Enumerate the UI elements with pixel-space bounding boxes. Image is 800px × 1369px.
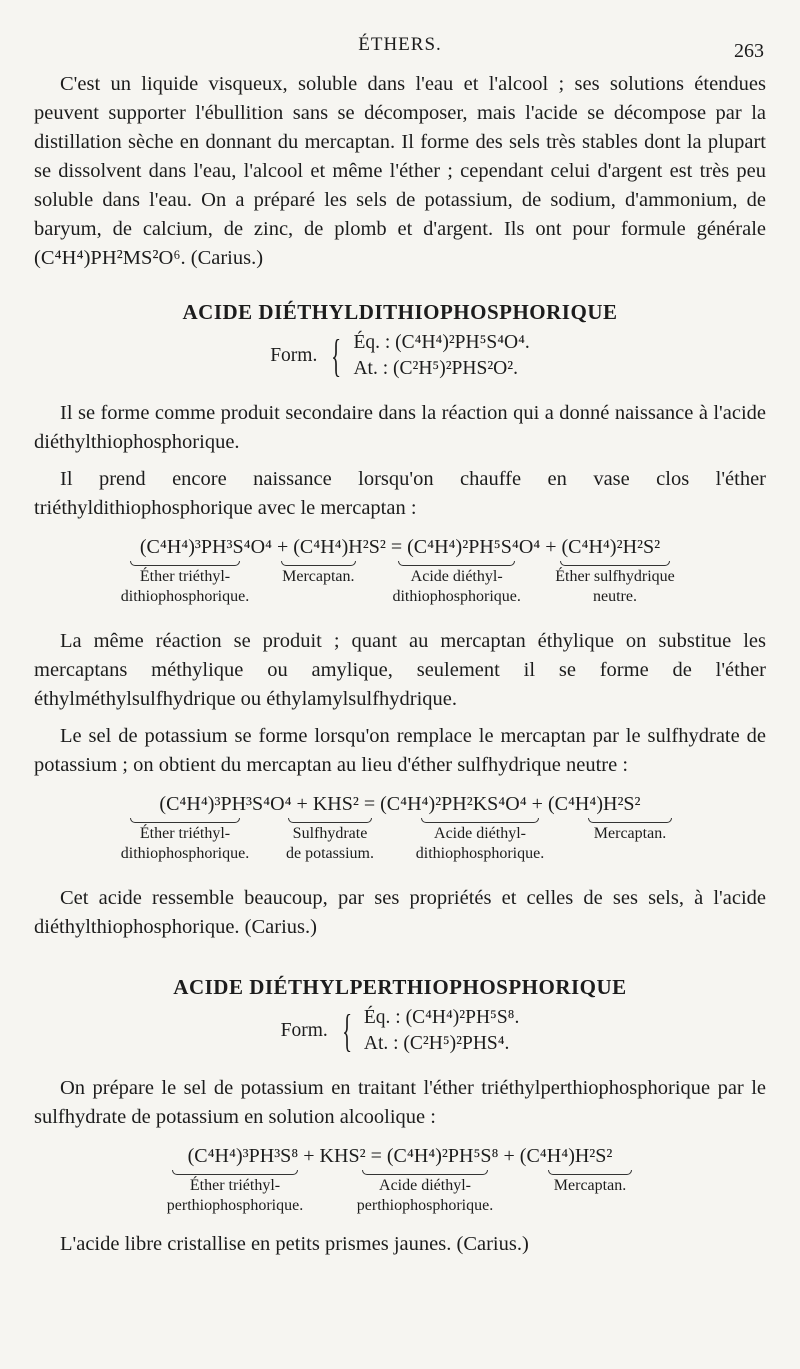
paragraph-dithio-3: La même réaction se produit ; quant au mercaptan éthylique on substitue les mercaptans méthylique ou amylique, seulement il se forme de l'éther éthylméthylsulfhydrique ou éthylamylsulfhydrique. xyxy=(34,630,766,710)
equation-label: Éther triéthyl- perthiophosphorique. xyxy=(160,1170,310,1216)
brace-icon: { xyxy=(341,1005,352,1056)
page-header xyxy=(30,34,770,64)
formula-block-dithio xyxy=(34,327,766,385)
paragraph-dithio-1: Il se forme comme produit secondaire dans la réaction qui a donné naissance à l'acide diéthylthiophosphorique. xyxy=(34,402,766,453)
paragraph-dithio-5: Cet acide ressemble beaucoup, par ses propriétés et celles de ses sels, à l'acide diéthylthiophosphorique. (Carius.) xyxy=(34,887,766,938)
equation-label: Éther triéthyl- dithiophosphorique. xyxy=(120,561,250,607)
equation-label: Acide diéthyl- dithiophosphorique. xyxy=(387,561,527,607)
paragraph-dithio-4: Le sel de potassium se forme lorsqu'on remplace le mercaptan par le sulfhydrate de potassium ; on obtient du mercaptan au lieu d'éther sulfhydrique neutre : xyxy=(34,725,766,776)
section-title-perthiophosphorique: ACIDE DIÉTHYLPERTHIOPHOSPHORIQUE xyxy=(173,975,627,999)
paragraph-perthio-2: L'acide libre cristallise en petits prismes jaunes. (Carius.) xyxy=(60,1233,529,1255)
equation-2-labels xyxy=(120,818,680,864)
formula-equivalent: Éq. : (C⁴H⁴)²PH⁵S⁸. xyxy=(363,1007,520,1028)
equation-label: Éther sulfhydrique neutre. xyxy=(550,561,680,607)
equation-label: Mercaptan. xyxy=(580,818,680,864)
equation-3: (C⁴H⁴)³PH³S⁸ + KHS² = (C⁴H⁴)²PH⁵S⁸ + (C⁴H⁴)H²S² xyxy=(187,1145,613,1167)
equation-2: (C⁴H⁴)³PH³S⁴O⁴ + KHS² = (C⁴H⁴)²PH²KS⁴O⁴ + (C⁴H⁴)H²S² xyxy=(159,793,641,815)
formula-block-perthio xyxy=(34,1002,766,1060)
equation-1: (C⁴H⁴)³PH³S⁴O⁴ + (C⁴H⁴)H²S² = (C⁴H⁴)²PH⁵S⁴O⁴ + (C⁴H⁴)²H²S² xyxy=(139,536,661,558)
equation-1-labels xyxy=(120,561,680,607)
equation-label: Mercaptan. xyxy=(540,1170,640,1216)
equation-label: Sulfhydrate de potassium. xyxy=(280,818,380,864)
equation-label: Acide diéthyl- perthiophosphorique. xyxy=(350,1170,500,1216)
equation-3-labels xyxy=(160,1170,640,1216)
formula-atomic: At. : (C²H⁵)²PHS⁴. xyxy=(363,1033,510,1054)
equation-label: Mercaptan. xyxy=(273,561,363,607)
brace-icon: { xyxy=(331,330,342,381)
paragraph-intro: C'est un liquide visqueux, soluble dans l'eau et l'alcool ; ses solutions étendues peuvent supporter l'ébullition sans se décomposer, mais l'acide se décompose par la distillation sèche en donnant du mercaptan. Il forme des sels très stables dont la plupart se dissolvent dans l'eau, l'alcool et même l'éther ; cependant celui d'argent est très peu soluble dans l'eau. On a préparé les sels de potassium, de sodium, d'ammonium, de baryum, de calcium, de zinc, de plomb et d'argent. Ils ont pour formule générale (C⁴H⁴)PH²MS²O⁶. (Carius.) xyxy=(34,73,766,269)
formula-equivalent: Éq. : (C⁴H⁴)²PH⁵S⁴O⁴. xyxy=(353,332,530,353)
equation-label: Acide diéthyl- dithiophosphorique. xyxy=(410,818,550,864)
running-title: ÉTHERS. xyxy=(358,34,442,55)
form-label: Form. xyxy=(270,345,318,366)
paragraph-perthio-1: On prépare le sel de potassium en traitant l'éther triéthylperthiophosphorique par le sulfhydrate de potassium en solution alcoolique : xyxy=(34,1077,766,1128)
form-label: Form. xyxy=(280,1020,328,1041)
equation-label: Éther triéthyl- dithiophosphorique. xyxy=(120,818,250,864)
section-title-dithiophosphorique: ACIDE DIÉTHYLDITHIOPHOSPHORIQUE xyxy=(182,300,618,324)
formula-atomic: At. : (C²H⁵)²PHS²O². xyxy=(353,358,518,379)
body-text xyxy=(34,70,766,1259)
page-number: 263 xyxy=(734,40,764,62)
paragraph-dithio-2: Il prend encore naissance lorsqu'on chauffe en vase clos l'éther triéthyldithiophosphorique avec le mercaptan : xyxy=(34,468,766,519)
